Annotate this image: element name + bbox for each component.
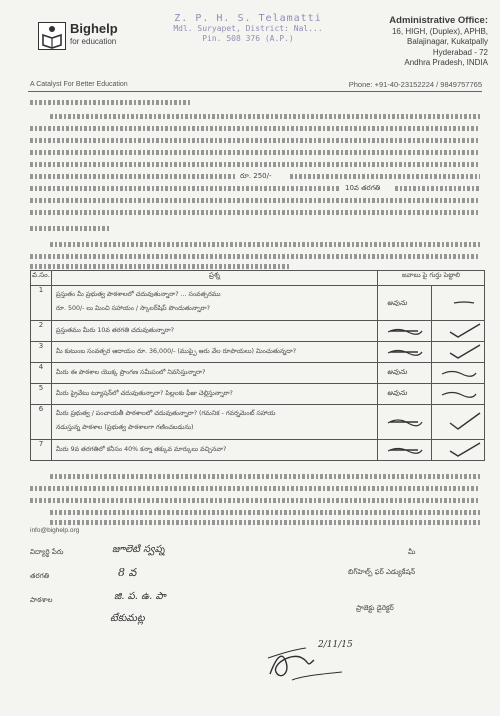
crossed-out-icon bbox=[386, 407, 426, 437]
closing-label: మీ bbox=[408, 548, 416, 556]
stamp-line-1: Z. P. H. S. Telamatti bbox=[174, 13, 322, 24]
row-question: ప్రస్తుతం మీ ప్రభుత్వ పాఠశాలలో చదువుతున్నారా? ... సంవత్సరము bbox=[56, 291, 221, 298]
tagline: A Catalyst For Better Education bbox=[30, 81, 128, 88]
stamp-line-2: Mdl. Suryapet, District: Nal... bbox=[173, 24, 323, 33]
stamp-line-3: Pin. 508 376 (A.P.) bbox=[202, 34, 294, 43]
office-line-4: Andhra Pradesh, INDIA bbox=[404, 58, 488, 67]
row-question-cont: రూ. 500/- లు మించి సహాయం / స్కాలర్‌షిప్ పొందుతున్నారా? bbox=[56, 305, 210, 312]
student-name-label: విద్యార్థి పేరు bbox=[30, 548, 64, 556]
check-icon bbox=[446, 323, 486, 339]
class-value: 8 వ bbox=[118, 566, 137, 579]
school-stamp bbox=[168, 14, 328, 44]
check-icon bbox=[446, 407, 486, 437]
table-row bbox=[31, 439, 484, 460]
bighelp-logo-icon bbox=[38, 22, 66, 50]
org-label: బిగ్‌హెల్ప్ ఫర్ ఎడ్యుకేషన్ bbox=[348, 568, 416, 576]
signature-date: 2/11/15 bbox=[318, 640, 353, 650]
header-divider bbox=[28, 91, 482, 92]
row-number: 4 bbox=[31, 363, 52, 383]
answer-yes: అవును bbox=[387, 299, 407, 307]
answer-yes: అవును bbox=[387, 389, 407, 397]
header-question: ప్రశ్న bbox=[52, 271, 378, 285]
row-number: 6 bbox=[31, 405, 52, 439]
table-header bbox=[31, 271, 484, 285]
row-number: 7 bbox=[31, 440, 52, 460]
answer-mark-icon bbox=[450, 290, 490, 312]
header-no: వ.సం. bbox=[31, 271, 52, 285]
table-row bbox=[31, 285, 484, 320]
office-address bbox=[330, 16, 488, 69]
answer-yes: అవును bbox=[387, 368, 407, 376]
check-icon bbox=[446, 442, 486, 458]
class-label: తరగతి bbox=[30, 572, 50, 580]
office-line-1: 16, HIGH, (Duplex), APHB, bbox=[391, 26, 488, 36]
row-number: 1 bbox=[31, 286, 52, 320]
student-name-value: జూలెటి స్వప్న bbox=[112, 544, 165, 555]
office-line-2: Balajinagar, Kukatpally bbox=[407, 37, 488, 46]
crossed-out-icon bbox=[440, 386, 480, 402]
brand-name: Bighelp bbox=[70, 21, 118, 36]
row-number: 2 bbox=[31, 321, 52, 341]
table-row bbox=[31, 362, 484, 383]
row-question: మీరు ప్రభుత్వ / పంచాయతీ పాఠశాలలో చదువుతున్నారా? (గమనిక - గవర్నమెంట్ సహాయ bbox=[56, 410, 276, 417]
row-question: ప్రస్తుతము మీరు 10వ తరగతి చదువుతున్నారా? bbox=[56, 327, 174, 334]
row-question: మీరు 9వ తరగతిలో కనీసం 40% కన్నా తక్కువ మార్కులు వచ్చినవా? bbox=[56, 446, 227, 453]
phone-numbers: Phone: +91-40-23152224 / 9849757765 bbox=[348, 80, 482, 89]
office-heading: Administrative Office: bbox=[389, 15, 488, 26]
table-row bbox=[31, 383, 484, 404]
office-line-3: Hyderabad - 72 bbox=[432, 47, 488, 57]
header-answer: జవాబు పై గుర్తు పెట్టాలి bbox=[401, 271, 461, 279]
row-question-cont: నడుస్తున్న పాఠశాల (ప్రభుత్వ పాఠశాలగా గణించబడును) bbox=[56, 424, 194, 431]
crossed-out-icon bbox=[386, 442, 426, 458]
table-row bbox=[31, 341, 484, 362]
school-value: జి. ప. ఉ. పా bbox=[114, 591, 166, 602]
table-row bbox=[31, 404, 484, 439]
crossed-out-icon bbox=[386, 323, 426, 339]
school-label: పాఠశాల bbox=[30, 596, 53, 604]
eligibility-table bbox=[30, 270, 485, 461]
class-text: 10వ తరగతి bbox=[345, 184, 381, 192]
row-question: మీ కుటుంబ సంవత్సర ఆదాయం రూ. 36,000/- (ముప్పై ఆరు వేల రూపాయలు) మించుతున్నదా? bbox=[56, 348, 297, 355]
signature-icon bbox=[262, 628, 372, 688]
director-label: ప్రాజెక్టు డైరెక్టర్ bbox=[356, 604, 394, 612]
email-link[interactable]: info@bighelp.org bbox=[30, 527, 80, 534]
crossed-out-icon bbox=[386, 344, 426, 360]
row-number: 5 bbox=[31, 384, 52, 404]
village-value: టేకుమట్ల bbox=[110, 613, 145, 624]
check-icon bbox=[446, 344, 486, 360]
table-row bbox=[31, 320, 484, 341]
row-question: మీరు ప్రైవేటు ట్యూషన్‌లో చదువుతున్నారా? పిల్లలకు ఫీజు చెల్లిస్తున్నారా? bbox=[56, 390, 233, 397]
crossed-out-icon bbox=[440, 365, 480, 381]
row-number: 3 bbox=[31, 342, 52, 362]
brand-subtitle: for education bbox=[70, 37, 117, 46]
row-question: మీరు ఈ పాఠశాల యొక్క ప్రాంగణ సమీపంలో నివసిస్తున్నారా? bbox=[56, 369, 206, 376]
amount-text: రూ. 250/- bbox=[240, 172, 272, 180]
